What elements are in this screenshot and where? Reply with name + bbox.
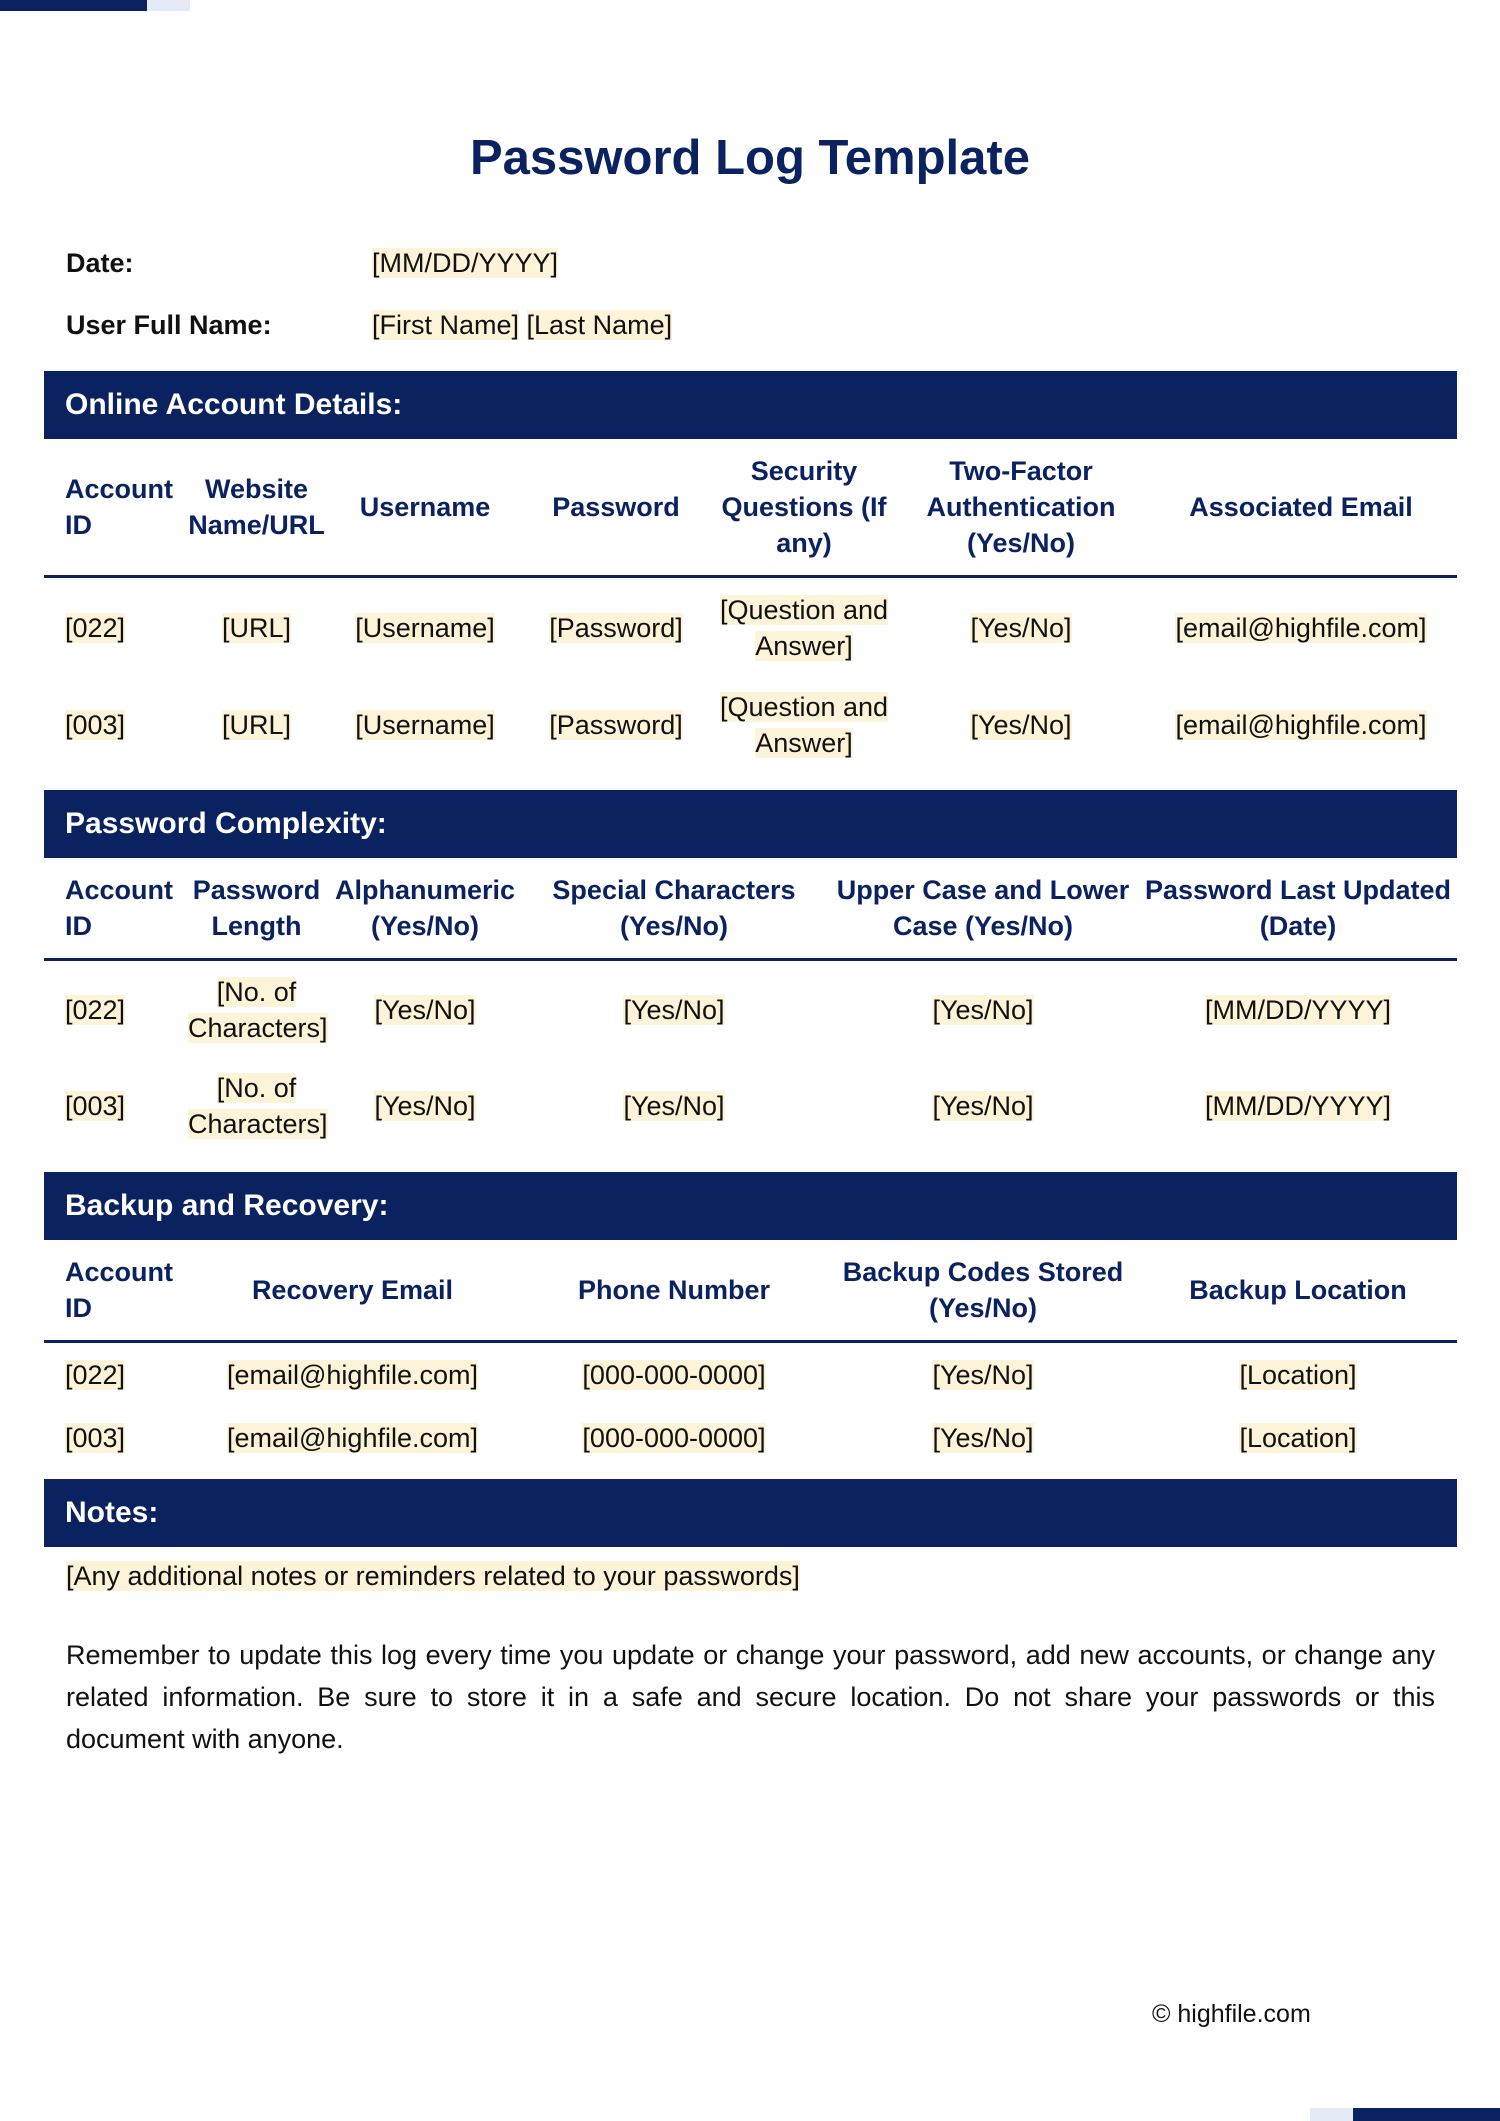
- backup-recovery-heading: Backup and Recovery:: [44, 1172, 1457, 1240]
- corner-decoration-top: [0, 0, 190, 11]
- column-header: Password Length: [184, 858, 329, 959]
- table-header-row: [44, 439, 1457, 576]
- name-label: User Full Name:: [66, 310, 272, 340]
- table-header-row: [44, 1240, 1457, 1341]
- table-cell: [329, 576, 521, 678]
- column-header: Password: [521, 439, 711, 576]
- table-cell: [329, 959, 521, 1059]
- cell-field[interactable]: [022]: [65, 1359, 126, 1390]
- cell-field[interactable]: [022]: [65, 994, 126, 1025]
- cell-field[interactable]: [000-000-0000]: [582, 1359, 766, 1390]
- cell-field[interactable]: [003]: [65, 1423, 126, 1453]
- cell-field[interactable]: [Yes/No]: [970, 612, 1072, 643]
- cell-field[interactable]: [Yes/No]: [932, 1091, 1034, 1121]
- column-header: Backup Codes Stored (Yes/No): [827, 1240, 1139, 1341]
- cell-field[interactable]: [email@highfile.com]: [1175, 710, 1427, 740]
- column-header: Username: [329, 439, 521, 576]
- column-header: Website Name/URL: [184, 439, 329, 576]
- column-header: Phone Number: [521, 1240, 827, 1341]
- column-header: Associated Email: [1145, 439, 1457, 576]
- cell-field[interactable]: [Yes/No]: [932, 1423, 1034, 1453]
- table-cell: [184, 678, 329, 772]
- name-value: [372, 310, 672, 341]
- column-header: Backup Location: [1139, 1240, 1457, 1341]
- corner-bar-dark: [0, 0, 147, 11]
- cell-field[interactable]: [Username]: [355, 612, 495, 643]
- first-name-field[interactable]: [First Name]: [372, 310, 520, 340]
- notes-section: [44, 1479, 1457, 1547]
- table-cell: [1139, 1059, 1457, 1153]
- cell-field[interactable]: [MM/DD/YYYY]: [1204, 1091, 1392, 1121]
- table-cell: [711, 678, 897, 772]
- cell-field[interactable]: [URL]: [221, 612, 292, 643]
- table-cell: [44, 1059, 184, 1153]
- cell-field[interactable]: [Yes/No]: [932, 994, 1034, 1025]
- date-field[interactable]: [MM/DD/YYYY]: [372, 248, 559, 278]
- table-cell: [711, 576, 897, 678]
- table-cell: [827, 1059, 1139, 1153]
- corner-bar-dark: [1353, 2108, 1500, 2121]
- column-header: Two-Factor Authentication (Yes/No): [897, 439, 1145, 576]
- column-header: Special Characters (Yes/No): [521, 858, 827, 959]
- table-cell: [184, 1059, 329, 1153]
- table-cell: [1139, 959, 1457, 1059]
- table-cell: [521, 1059, 827, 1153]
- table-cell: [897, 576, 1145, 678]
- cell-field[interactable]: [Location]: [1239, 1423, 1357, 1453]
- table-cell: [827, 1341, 1139, 1407]
- column-header: Security Questions (If any): [711, 439, 897, 576]
- cell-field[interactable]: [000-000-0000]: [582, 1423, 766, 1453]
- backup-recovery-table: [44, 1240, 1457, 1469]
- table-row: [44, 678, 1457, 772]
- column-header: Recovery Email: [184, 1240, 521, 1341]
- table-cell: [1145, 678, 1457, 772]
- cell-field[interactable]: [Question and Answer]: [719, 594, 889, 661]
- cell-field[interactable]: [Yes/No]: [970, 710, 1072, 740]
- table-header-row: [44, 858, 1457, 959]
- notes-field[interactable]: [Any additional notes or reminders related to your passwords]: [66, 1561, 800, 1591]
- cell-field[interactable]: [email@highfile.com]: [1175, 612, 1427, 643]
- password-complexity-section: [44, 790, 1457, 1153]
- cell-field[interactable]: [Yes/No]: [623, 1091, 725, 1121]
- table-row: [44, 1059, 1457, 1153]
- table-cell: [827, 1407, 1139, 1469]
- cell-field[interactable]: [email@highfile.com]: [226, 1359, 478, 1390]
- cell-field[interactable]: [Yes/No]: [932, 1359, 1034, 1390]
- table-cell: [329, 678, 521, 772]
- backup-recovery-section: [44, 1172, 1457, 1469]
- column-header: Account ID: [44, 1240, 184, 1341]
- table-cell: [44, 1341, 184, 1407]
- table-cell: [44, 576, 184, 678]
- cell-field[interactable]: [MM/DD/YYYY]: [1204, 994, 1392, 1025]
- cell-field[interactable]: [email@highfile.com]: [226, 1423, 478, 1453]
- table-cell: [44, 1407, 184, 1469]
- cell-field[interactable]: [Password]: [549, 612, 683, 643]
- table-row: [44, 1341, 1457, 1407]
- table-cell: [44, 959, 184, 1059]
- cell-field[interactable]: [No. of Characters]: [188, 976, 328, 1043]
- table-cell: [521, 678, 711, 772]
- table-row: [44, 1407, 1457, 1469]
- cell-field[interactable]: [No. of Characters]: [188, 1073, 328, 1139]
- column-header: Account ID: [44, 858, 184, 959]
- table-cell: [897, 678, 1145, 772]
- table-cell: [329, 1059, 521, 1153]
- password-complexity-table: [44, 858, 1457, 1153]
- cell-field[interactable]: [Question and Answer]: [719, 692, 889, 758]
- cell-field[interactable]: [Location]: [1239, 1359, 1357, 1390]
- cell-field[interactable]: [003]: [65, 710, 126, 740]
- date-value: [372, 248, 558, 279]
- online-account-table: [44, 439, 1457, 772]
- table-cell: [521, 959, 827, 1059]
- cell-field[interactable]: [003]: [65, 1091, 126, 1121]
- table-cell: [184, 959, 329, 1059]
- column-header: Account ID: [44, 439, 184, 576]
- table-cell: [1145, 576, 1457, 678]
- page-title: Password Log Template: [470, 131, 1030, 185]
- corner-decoration-bottom: [1310, 2108, 1500, 2121]
- notes-text: [66, 1558, 800, 1594]
- table-cell: [1139, 1407, 1457, 1469]
- table-cell: [521, 1407, 827, 1469]
- online-account-heading: Online Account Details:: [44, 371, 1457, 439]
- date-label: Date:: [66, 248, 134, 278]
- table-row: [44, 959, 1457, 1059]
- cell-field[interactable]: [Username]: [355, 710, 495, 740]
- column-header: Upper Case and Lower Case (Yes/No): [827, 858, 1139, 959]
- table-row: [44, 576, 1457, 678]
- table-cell: [44, 678, 184, 772]
- cell-field[interactable]: [URL]: [221, 710, 292, 740]
- online-account-section: [44, 371, 1457, 772]
- table-cell: [184, 1407, 521, 1469]
- table-cell: [827, 959, 1139, 1059]
- cell-field[interactable]: [022]: [65, 612, 126, 643]
- last-name-field[interactable]: [Last Name]: [526, 310, 673, 340]
- password-complexity-heading: Password Complexity:: [44, 790, 1457, 858]
- table-cell: [184, 1341, 521, 1407]
- cell-field[interactable]: [Yes/No]: [623, 994, 725, 1025]
- cell-field[interactable]: [Yes/No]: [374, 994, 476, 1025]
- cell-field[interactable]: [Yes/No]: [374, 1091, 476, 1121]
- table-cell: [1139, 1341, 1457, 1407]
- notes-heading: Notes:: [44, 1479, 1457, 1547]
- column-header: Alphanumeric (Yes/No): [329, 858, 521, 959]
- cell-field[interactable]: [Password]: [549, 710, 683, 740]
- footer-copyright: © highfile.com: [1152, 2000, 1311, 2028]
- table-cell: [184, 576, 329, 678]
- table-cell: [521, 576, 711, 678]
- table-cell: [521, 1341, 827, 1407]
- column-header: Password Last Updated (Date): [1139, 858, 1457, 959]
- reminder-paragraph: Remember to update this log every time you update or change your password, add new accounts, or change any related information. Be sure to store it in a safe and secure location. Do not share your passwords or this document with anyone.: [66, 1640, 1435, 1754]
